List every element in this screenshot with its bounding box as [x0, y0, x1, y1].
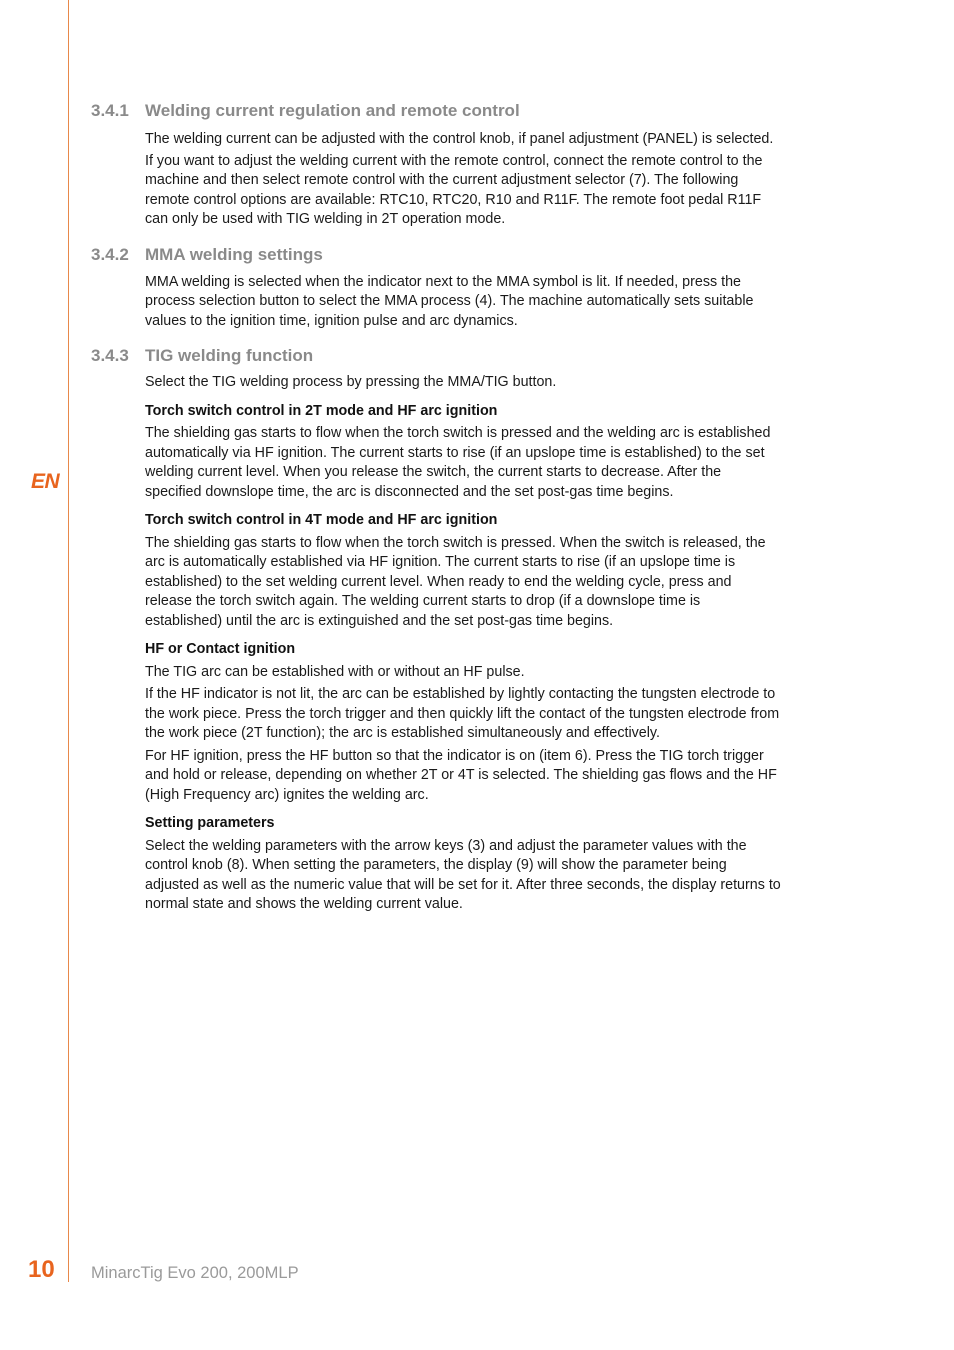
paragraph: The shielding gas starts to flow when the torch switch is pressed. When the switch is released, the arc is automatically established via HF ignition. The current starts to rise (if an upslope time is established) to the set welding current level. When ready to end the welding cycle, press and release the torch switch again. The welding current starts to drop (if a downslope time is established) until the arc is extinguished and the set post-gas time begins.: [145, 534, 766, 629]
subsection-heading: HF or Contact ignition: [145, 641, 296, 657]
language-tag: EN: [31, 470, 60, 493]
section-3-4-2: [91, 244, 781, 332]
subsection-heading: Setting parameters: [145, 815, 275, 831]
paragraph: If you want to adjust the welding current with the remote control, connect the remote control to the machine and then select remote control with the current adjustment selector (7). The following remote control options are available: RTC10, RTC20, R10 and R11F. The remote foot pedal R11F can only be used with TIG welding in 2T operation mode.: [145, 152, 763, 227]
section-3-4-3: [91, 345, 781, 915]
footer-product-name: MinarcTig Evo 200, 200MLP: [91, 1264, 299, 1282]
paragraph: If the HF indicator is not lit, the arc can be established by lightly contacting the tungsten electrode to the work piece. Press the torch trigger and then quickly lift the contact of the tungsten electrode from the work piece (2T function); the arc is established simultaneously and effectively.: [145, 686, 780, 741]
margin-rule: [68, 0, 69, 1282]
subsection-heading: Torch switch control in 4T mode and HF arc ignition: [145, 512, 498, 528]
section-heading: [91, 100, 781, 122]
page-number: 10: [28, 1256, 55, 1283]
paragraph: Select the welding parameters with the arrow keys (3) and adjust the parameter values with the control knob (8). When setting the parameters, the display (9) will show the parameter being adjusted as well as the numeric value that will be set for it. After three seconds, the display returns to normal state and shows the welding current value.: [145, 837, 781, 912]
section-title: TIG welding function: [145, 346, 314, 365]
section-heading: [91, 345, 781, 367]
subsection-heading: Torch switch control in 2T mode and HF arc ignition: [145, 402, 498, 419]
paragraph: The welding current can be adjusted with the control knob, if panel adjustment (PANEL) is selected.: [145, 131, 774, 147]
subsection-2t-mode: [145, 402, 781, 503]
subsection-setting-parameters: [145, 814, 781, 915]
subsection-hf-contact-ignition: [145, 640, 781, 805]
subsection-4t-mode: [145, 511, 781, 631]
section-number: 3.4.2: [91, 244, 129, 264]
section-title: Welding current regulation and remote control: [145, 101, 520, 120]
section-heading: [91, 244, 781, 266]
paragraph: The shielding gas starts to flow when the torch switch is pressed and the welding arc is established automatically via HF ignition. The current starts to rise (if an upslope time is established) to the set welding current level. When you release the switch, the current starts to decrease. After the specified downslope time, the arc is disconnected and the set post-gas time begins.: [145, 425, 771, 500]
section-number: 3.4.1: [91, 101, 129, 120]
section-number: 3.4.3: [91, 346, 129, 365]
paragraph: Select the TIG welding process by pressing the MMA/TIG button.: [145, 374, 557, 390]
document-content: [91, 100, 781, 915]
paragraph: The TIG arc can be established with or without an HF pulse.: [145, 663, 525, 680]
section-3-4-1: [91, 100, 781, 230]
paragraph: MMA welding is selected when the indicator next to the MMA symbol is lit. If needed, press the process selection button to select the MMA process (4). The machine automatically sets suitable values to the ignition time, ignition pulse and arc dynamics.: [145, 273, 754, 329]
section-title: MMA welding settings: [145, 244, 323, 264]
paragraph: For HF ignition, press the HF button so that the indicator is on (item 6). Press the TIG torch trigger and hold or release, depending on whether 2T or 4T is selected. The shielding gas flows and the HF (High Frequency arc) ignites the welding arc.: [145, 747, 777, 803]
